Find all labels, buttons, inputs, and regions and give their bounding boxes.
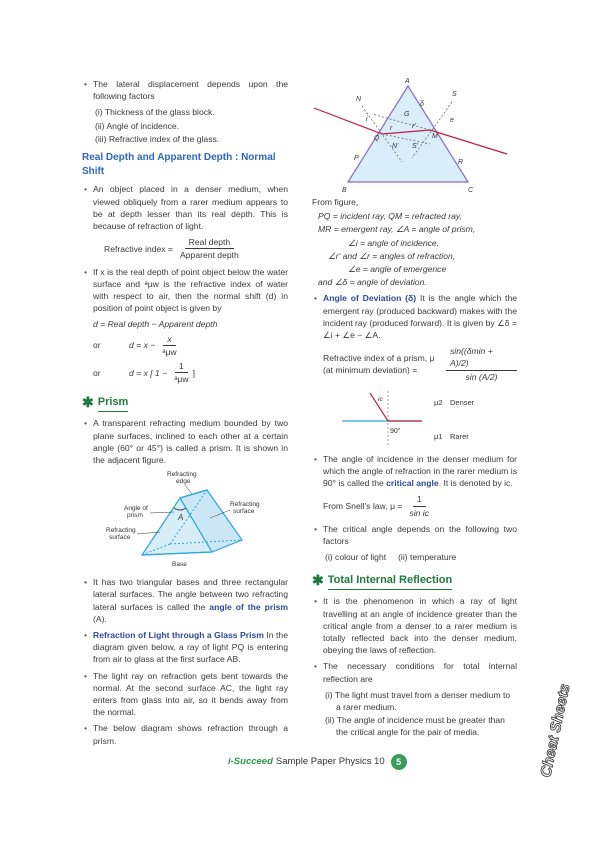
refractive-index-formula: Refractive index = $\frac{\text{Real depth}}{\text{Apparent depth}}$: [104, 237, 239, 261]
page-footer: [228, 753, 428, 771]
svg-text:e: e: [450, 117, 454, 124]
shift-equation: d = Real depth − Apparent depth: [93, 319, 218, 330]
star-icon: ✱: [82, 394, 94, 411]
svg-text:C: C: [468, 187, 474, 194]
svg-text:Denser: Denser: [450, 397, 475, 407]
svg-text:surface: surface: [233, 508, 255, 516]
svg-text:P: P: [354, 155, 359, 162]
svg-text:surface: surface: [109, 534, 131, 542]
prism-para-3: • Refraction of Light through a Glass Prism In the diagram given below, a ray of light PQ is entering from air to glass at the first surface AB.: [82, 629, 288, 666]
prism-refraction-figure: [312, 74, 517, 196]
critical-factors: (i) colour of light (ii) temperature: [325, 552, 457, 563]
svg-text:M: M: [432, 133, 438, 140]
prism-para-5: • The below diagram shows refraction through a prism.: [82, 722, 288, 746]
tir-heading: ✱ Total Internal Reflection: [312, 571, 517, 591]
fig-refracting-surface-left: Refracting: [106, 527, 136, 535]
svg-text:μ1: μ1: [434, 431, 443, 441]
svg-text:N: N: [356, 96, 362, 103]
factor-3: (iii) Refractive index of the glass.: [95, 133, 220, 144]
svg-text:S': S': [412, 143, 419, 150]
svg-text:r: r: [390, 125, 393, 132]
footer-title: Sample Paper Physics 10: [275, 756, 385, 768]
svg-text:μ2: μ2: [434, 397, 443, 407]
tir-cond-1: (i) The light must travel from a denser medium to a rarer medium.: [325, 689, 511, 712]
svg-text:A: A: [405, 78, 410, 85]
lateral-intro: • The lateral displacement depends upon the following factors: [82, 78, 288, 102]
real-depth-para: • An object placed in a denser medium, when viewed obliquely from a rarer medium appears to be at depth lesser than its real depth. This is because of refraction of light.: [82, 183, 288, 232]
tir-para-2: • The necessary conditions for total internal reflection are: [312, 660, 517, 684]
tir-cond-2: (ii) The angle of incidence must be greater than the critical angle for the pair of media.: [325, 715, 505, 738]
left-column: [82, 78, 288, 751]
prism-para-4: • The light ray on refraction gets bent towards the normal. At the second surface AC, the light ray enters from glass into air, so it bends away from the normal.: [82, 670, 288, 719]
svg-text:edge: edge: [176, 478, 191, 486]
svg-text:prism: prism: [127, 512, 143, 520]
right-column: [312, 74, 517, 740]
svg-text:S: S: [452, 91, 457, 98]
svg-text:N': N': [392, 143, 399, 150]
cheat-sheets-badge: [520, 682, 574, 780]
real-depth-heading: Real Depth and Apparent Depth : Normal Shift: [82, 152, 276, 178]
factor-1: (i) Thickness of the glass block.: [95, 107, 215, 118]
svg-text:G: G: [404, 111, 410, 118]
prism-para-1: • A transparent refracting medium bounded by two plane surfaces, inclined to each other at a certain angle (60° or 45°) is called a prism. It is shown in the adjacent figure.: [82, 417, 288, 466]
shift-eq-3: or d = x [ 1 − $\frac{1}{\text{ᵃμw}}$ ]: [93, 361, 195, 385]
critical-angle-figure: [312, 387, 517, 449]
svg-text:ic: ic: [378, 395, 383, 403]
snell-formula: From Snell's law, μ = $\frac{1}{\text{sin ic}}$: [323, 494, 430, 518]
prism-heading: ✱ Prism: [82, 393, 288, 413]
footer-brand: i-Succeed: [228, 756, 273, 768]
fig-a-label: A: [178, 513, 184, 523]
svg-text:r': r': [412, 123, 416, 130]
svg-text:R: R: [458, 159, 464, 166]
from-figure: From figure,: [312, 197, 359, 207]
svg-text:Rarer: Rarer: [450, 431, 469, 441]
prism-3d-figure: [82, 470, 288, 570]
deviation-para: • Angle of Deviation (δ) It is the angle which the emergent ray (produced backward) makes with the incident ray (produced forward). It is given by ∠δ = ∠i + ∠e − ∠A.: [312, 292, 517, 341]
svg-text:Q: Q: [374, 135, 380, 142]
svg-text:δ: δ: [420, 101, 424, 108]
definitions: PQ = incident ray, QM = refracted ray, MR = emergent ray, ∠A = angle of prism, ∠i = angle of incidence, ∠r' and ∠r = angles of refraction, ∠e = angle of emergence and ∠δ = angle of deviation.: [318, 211, 476, 288]
fig-refracting-surface-right: Refracting: [230, 501, 260, 509]
page-number: 5: [391, 754, 407, 770]
shift-eq-2: or d = x − $\frac{x}{\text{ᵃμw}}$: [93, 333, 177, 357]
tir-para-1: • It is the phenomenon in which a ray of light travelling at an angle of incidence greater than the critical angle from a denser to a rarer medium is totally reflected back into the denser medium, obeying the laws of reflection.: [312, 595, 517, 656]
svg-text:90°: 90°: [390, 427, 401, 435]
factor-2: (ii) Angle of incidence.: [95, 120, 180, 131]
fig-refracting-edge: Refracting: [167, 471, 197, 479]
normal-shift-para: • If x is the real depth of point object below the water surface and ᵃμw is the refractive index of water with respect to air, then the normal shift (d) in position of point object is given by: [82, 266, 288, 315]
svg-text:B: B: [342, 187, 347, 194]
fig-base-label: Base: [172, 561, 187, 569]
prism-para-2: • It has two triangular bases and three rectangular lateral surfaces. The angle between two refracting lateral surfaces is called the angle of the prism (A).: [82, 576, 288, 625]
deviation-formula: Refractive index of a prism, μ (at minimum deviation) = $\frac{\sin((\delta\min + A)/2)}{\sin (A/2)}$: [323, 345, 517, 383]
critical-para: • The angle of incidence in the denser medium for which the angle of refraction in the rarer medium is 90° is called the critical angle. It is denoted by ic.: [312, 453, 517, 490]
svg-text:i: i: [366, 116, 368, 123]
star-icon: ✱: [312, 572, 324, 589]
critical-depends: • The critical angle depends on the following two factors: [312, 523, 517, 547]
fig-angle-of-prism: Angle of: [124, 505, 148, 513]
svg-text:Cheat Sheets: Cheat Sheets: [537, 682, 574, 779]
